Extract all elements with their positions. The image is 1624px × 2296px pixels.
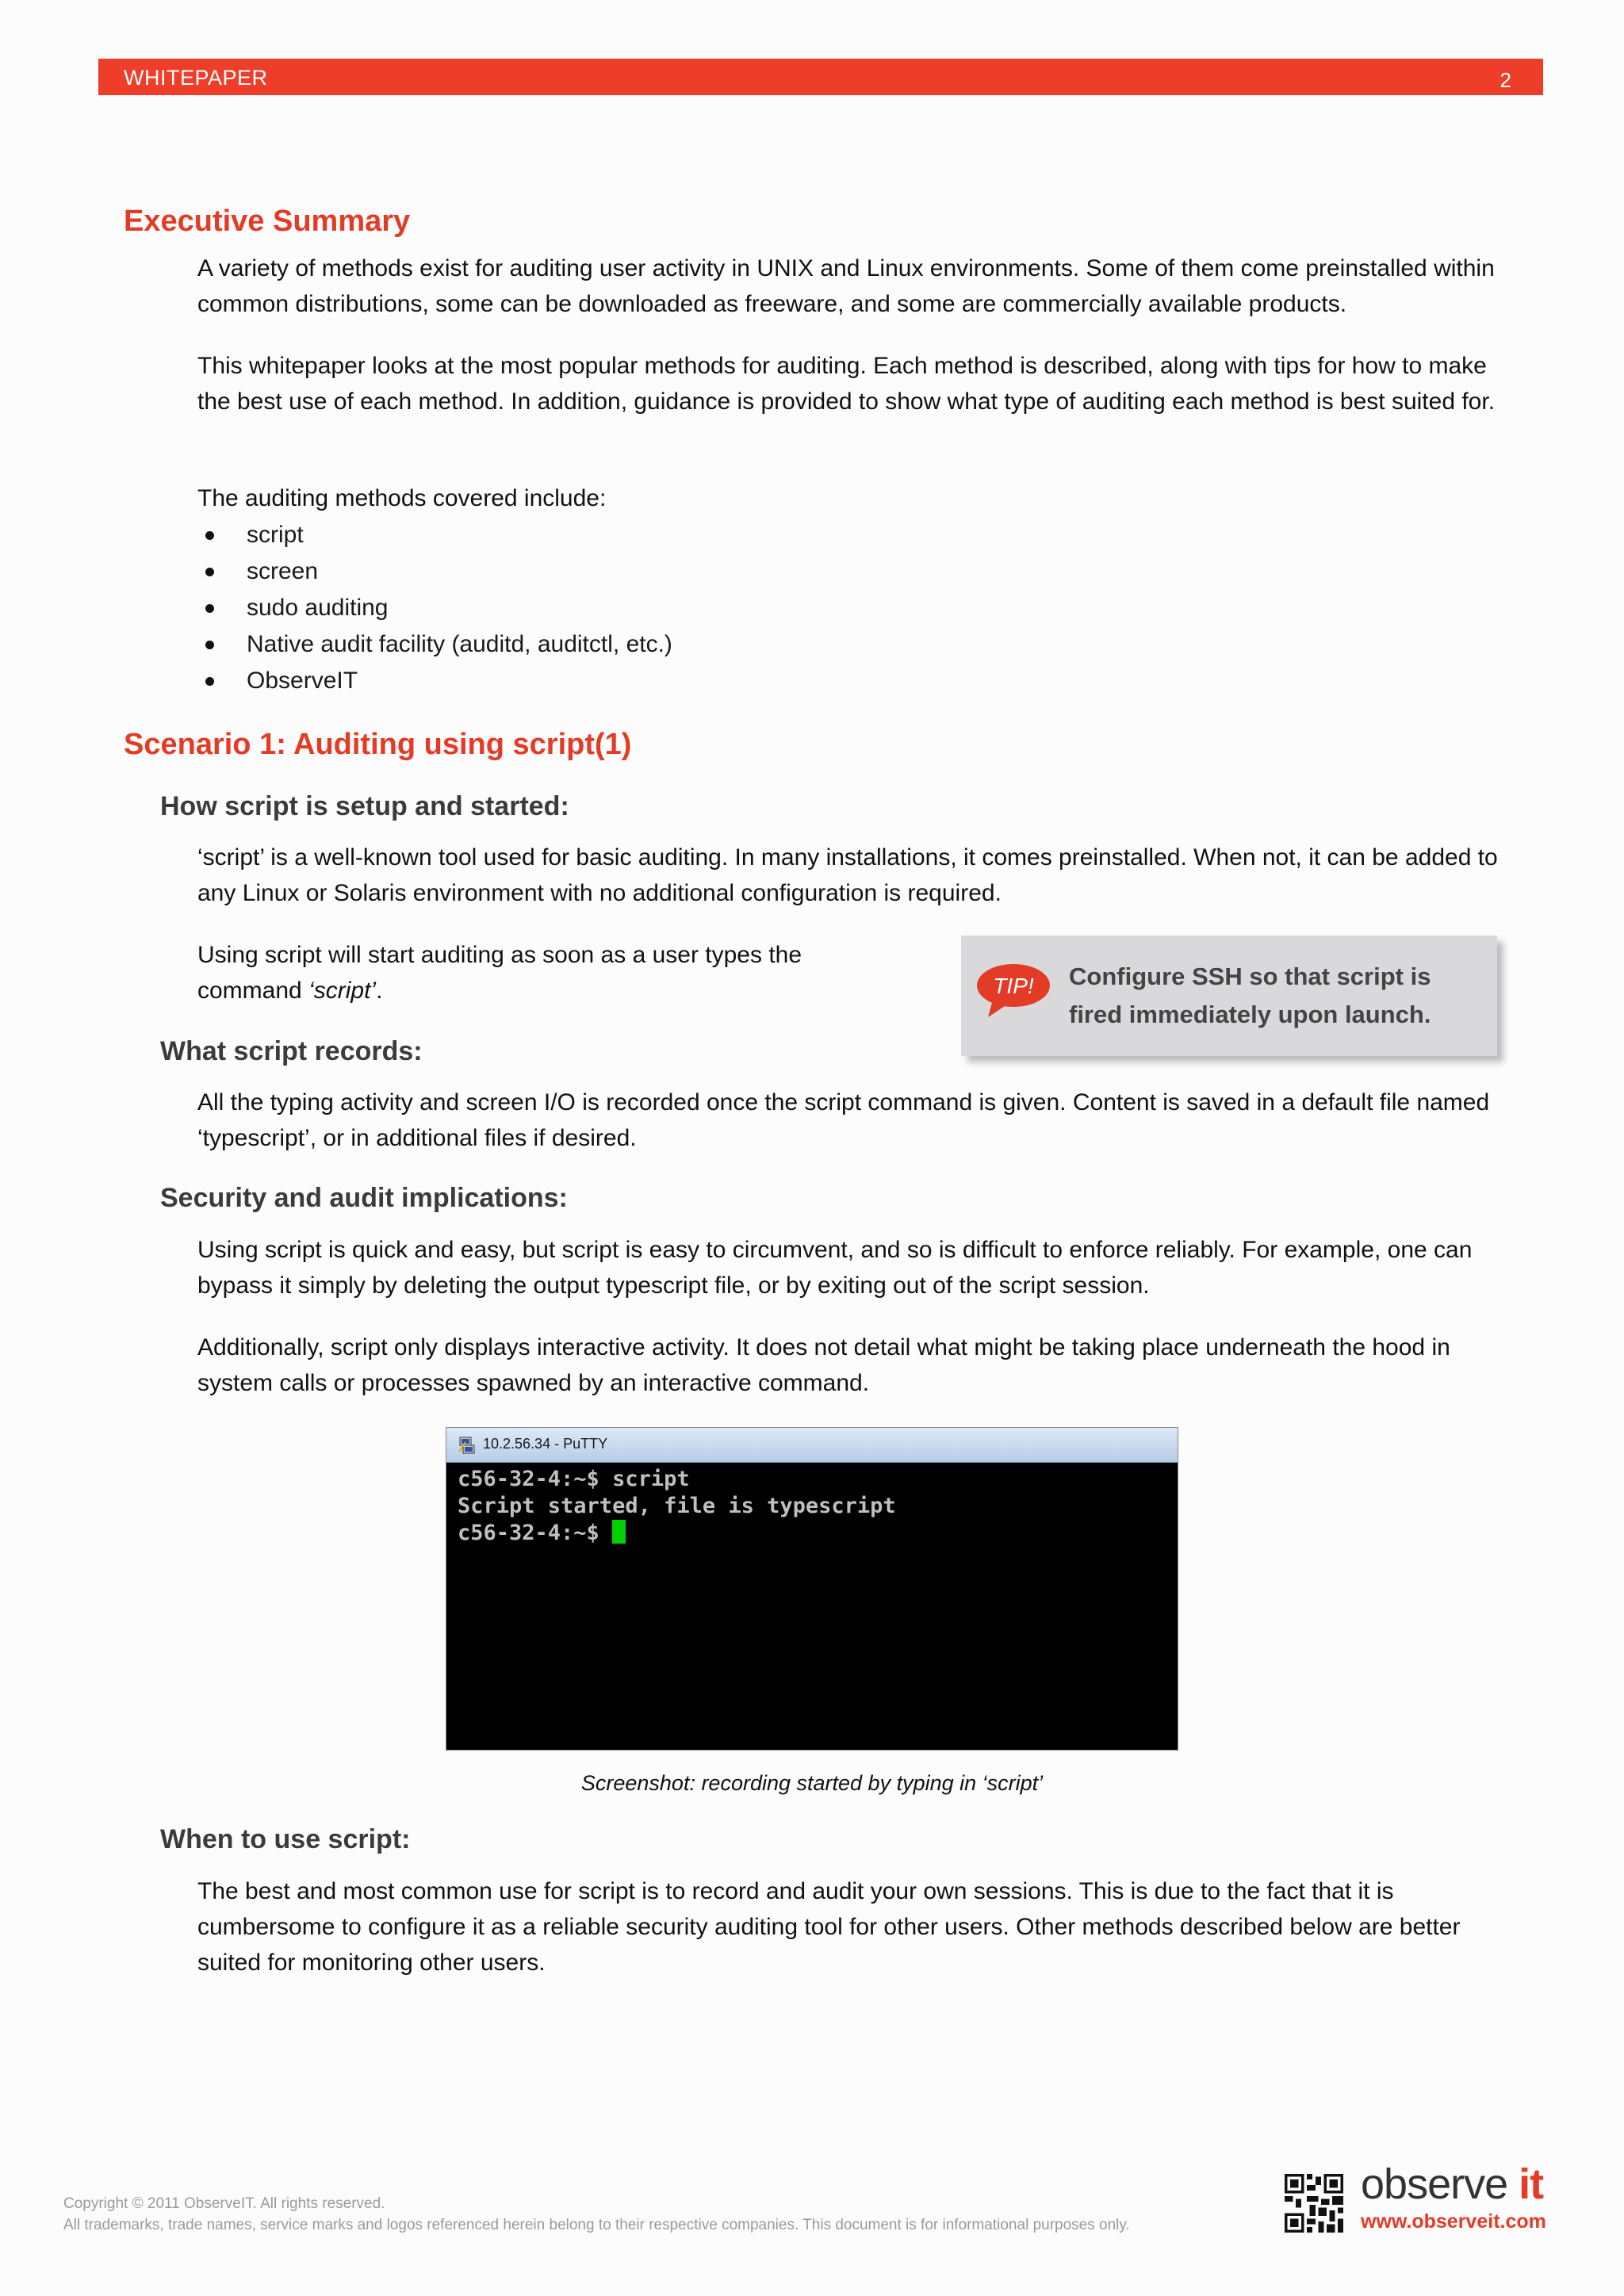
logo-text: observe — [1361, 2160, 1508, 2208]
methods-intro: The auditing methods covered include: — [197, 485, 607, 511]
methods-list — [197, 517, 672, 699]
terminal-line: Script started, file is typescript — [458, 1494, 896, 1518]
header-label: WHITEPAPER — [124, 66, 268, 90]
terminal-title-bar — [446, 1428, 1178, 1463]
copyright-text: Copyright © 2011 ObserveIT. All rights reserved. — [63, 2195, 385, 2212]
list-item: ObserveIT — [197, 663, 672, 699]
scenario-1-heading: Scenario 1: Auditing using script(1) — [124, 728, 632, 761]
setup-paragraph-2-end: . — [376, 978, 383, 1004]
terminal-title: 10.2.56.34 - PuTTY — [483, 1436, 608, 1452]
security-paragraph-2: Additionally, script only displays interactive activity. It does not detail what might be taking place underneath the hood in system calls or processes spawned by an interactive command. — [197, 1334, 1450, 1396]
list-item: Native audit facility (auditd, auditctl, etc.) — [197, 626, 672, 663]
list-item: script — [197, 517, 672, 553]
when-paragraph: The best and most common use for script is to record and audit your own sessions. This is due to the fact that it is cumbersome to configure it as a reliable security auditing tool for other users. Other methods described below are better suited for monitoring other users. — [197, 1878, 1461, 1976]
executive-summary-heading: Executive Summary — [124, 205, 411, 238]
executive-summary-paragraph-2: This whitepaper looks at the most popular methods for auditing. Each method is described, along with tips for how to make the best use of each method. In addition, guidance is provided to show what type of auditing each method is best suited for. — [197, 353, 1496, 415]
putty-icon — [458, 1436, 477, 1455]
header-bar — [98, 59, 1543, 95]
cursor-block — [612, 1520, 626, 1544]
tip-bubble-icon — [975, 963, 1051, 1017]
footer-legal — [63, 2193, 1130, 2236]
qr-code-icon — [1285, 2174, 1343, 2233]
list-item: sudo auditing — [197, 590, 672, 626]
script-command: ‘script’ — [308, 978, 377, 1004]
executive-summary-paragraph-1: A variety of methods exist for auditing user activity in UNIX and Linux environments. Some of them come preinstalled within common distributions, some can be downloaded as freeware, and some are commercially available products. — [197, 255, 1495, 317]
when-heading: When to use script: — [160, 1824, 411, 1854]
terminal-output — [458, 1466, 896, 1547]
setup-paragraph-1: ‘script’ is a well-known tool used for basic auditing. In many installations, it comes preinstalled. When not, it can be added to any Linux or Solaris environment with no additional configuration is required. — [197, 844, 1498, 906]
screenshot-caption: Screenshot: recording started by typing in ‘script’ — [580, 1771, 1044, 1795]
terminal-prompt: c56-32-4:~$ — [458, 1521, 613, 1545]
setup-paragraph-2-text: Using script will start auditing as soon as a user types the command — [197, 942, 802, 1004]
page-number: 2 — [1500, 68, 1511, 92]
terminal-line: c56-32-4:~$ script — [458, 1467, 690, 1491]
logo-accent: it — [1519, 2160, 1544, 2208]
website-url: www.observeit.com — [1361, 2210, 1546, 2233]
trademark-text: All trademarks, trade names, service marks and logos referenced herein belong to their respective companies. This document is for informational purposes only. — [63, 2217, 1130, 2233]
security-paragraph-1: Using script is quick and easy, but script is easy to circumvent, and so is difficult to enforce reliably. For example, one can bypass it simply by deleting the output typescript file, or by exiting out of the script session. — [197, 1237, 1473, 1299]
observeit-logo — [1361, 2160, 1543, 2209]
list-item: screen — [197, 553, 672, 590]
records-paragraph: All the typing activity and screen I/O is recorded once the script command is given. Content is saved in a default file named ‘typescript’, or in additional files if desired. — [197, 1089, 1490, 1151]
setup-paragraph-2 — [197, 937, 871, 1008]
putty-terminal-screenshot — [446, 1427, 1178, 1751]
security-heading: Security and audit implications: — [160, 1183, 568, 1213]
records-heading: What script records: — [160, 1036, 423, 1066]
tip-badge-text: TIP! — [993, 974, 1034, 998]
terminal-prompt-line — [458, 1520, 896, 1547]
tip-box — [961, 936, 1497, 1056]
setup-heading: How script is setup and started: — [160, 791, 569, 821]
tip-text: Configure SSH so that script is fired immediately upon launch. — [1069, 962, 1431, 1028]
